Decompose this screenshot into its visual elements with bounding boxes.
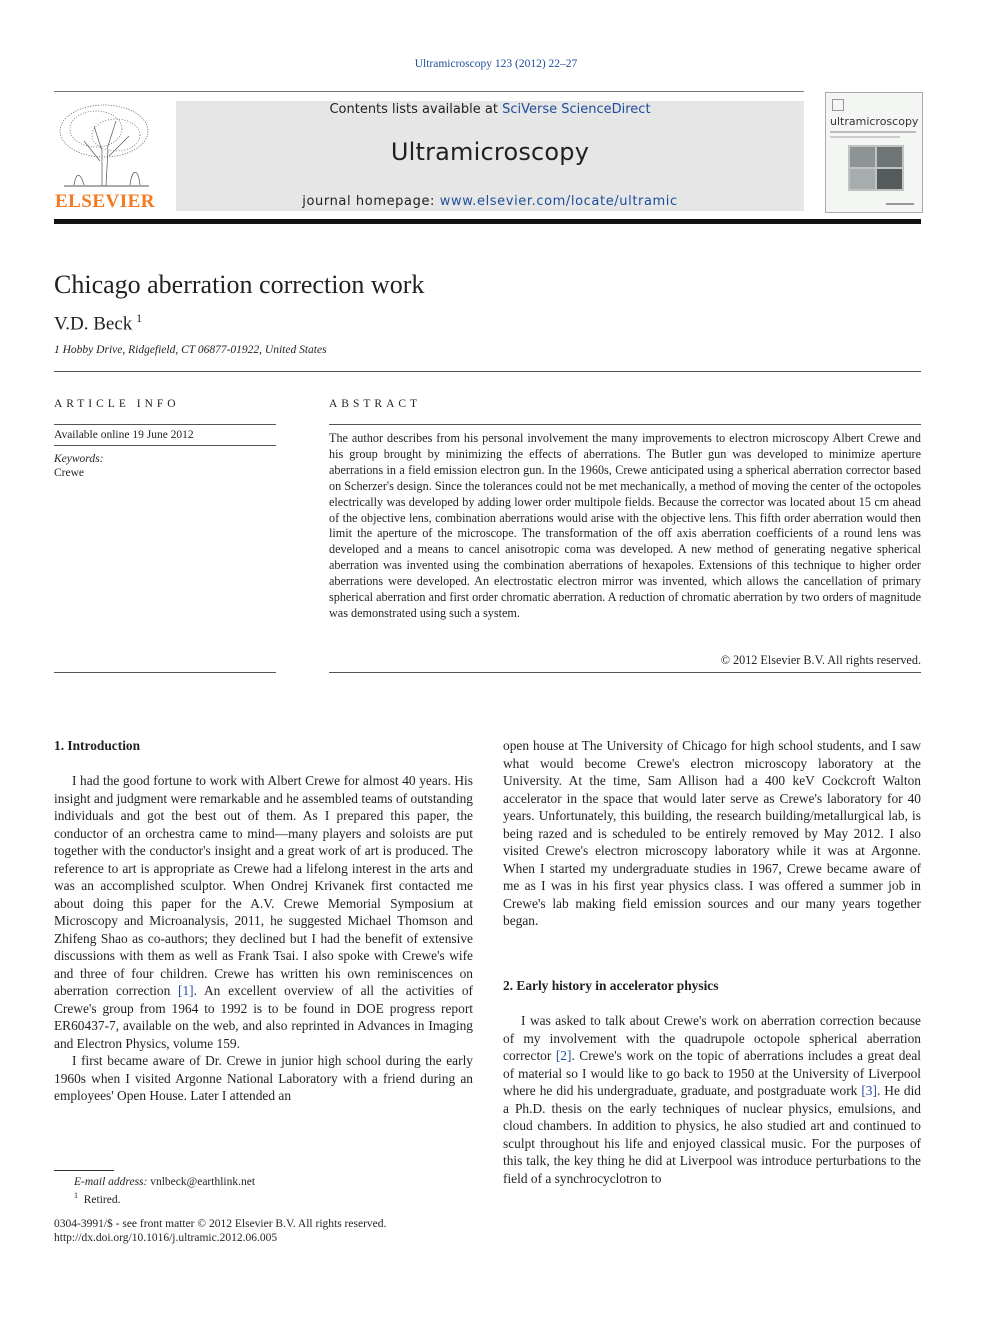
contents-line (176, 102, 804, 117)
paragraph: open house at The University of Chicago for high school students, and I saw what would become Crewe's electron microscopy laboratory at the University. At the time, Sam Allison had a 400 keV Cockcroft Walton accelerator in the space that would later serve as Crewe's laboratory for 40 years. Unfortunately, this building, the research building/metallurgical lab, is being razed and is scheduled to be entirely removed by May 2012. I also visited Crewe's electron microscopy laboratory while it was at Argonne. When I started my undergraduate studies in 1967, Crewe became aware of me as I was in his first year physics class. I was offered a summer job in Crewe's lab making field emission sources and our many years together began. (503, 738, 921, 928)
article-title: Chicago aberration correction work (54, 270, 425, 299)
paragraph: I had the good fortune to work with Albert Crewe for almost 40 years. His insight and judgment were remarkable and he assembled teams of outstanding individuals and got the best out of them. As I prepared this paper, the conductor of an orchestra came to mind—many players and soloists are put together with the conductor's insight and a great work of art is produced. The reference to art is appropriate as Crewe had a lifelong interest in the arts and was an accomplished sculptor. When Ondrej Krivanek first contacted me about doing this paper for the A.V. Crewe Memorial Symposium at Microscopy and Microanalysis, 2011, he suggested Michael Thomson and Zhifeng Shao as co-authors; they declined but I had the benefit of extensive discussions with them as well as Frank Tsai. I also spoke with Crewe's wife and three of four children. Crewe has written his own reminiscences on aberration correction [1]. An excellent overview of all the activities of Crewe's group from 1964 to 1992 is to be found in DOE progress report ER60437-7, available on the web, and also reprinted in Advances in Imaging and Electron Physics, volume 159. (54, 773, 473, 1051)
journal-reference-link[interactable]: Ultramicroscopy 123 (2012) 22–27 (414, 58, 578, 70)
article-info-bottom-rule (54, 672, 276, 673)
right-column-top (503, 737, 921, 930)
abstract-rule (329, 424, 921, 425)
abstract-heading: ABSTRACT (329, 398, 422, 410)
author-footnote-mark: 1 (136, 311, 143, 325)
footnote-text: Retired. (83, 1193, 121, 1206)
email-label: E-mail address: (74, 1176, 148, 1188)
keyword-item[interactable]: Crewe (54, 467, 85, 479)
elsevier-tree-icon (54, 101, 156, 189)
issn-line: 0304-3991/$ - see front matter © 2012 Elsevier B.V. All rights reserved. (54, 1218, 387, 1230)
email-address[interactable]: vnlbeck@earthlink.net (147, 1176, 256, 1188)
abstract-bottom-rule (329, 672, 921, 673)
citation-link-3[interactable]: [3] (861, 1083, 877, 1098)
article-info-rule (54, 424, 276, 425)
left-column (54, 772, 473, 1105)
title-block-rule (54, 371, 921, 372)
keywords-label: Keywords: (54, 453, 104, 465)
paragraph: I was asked to talk about Crewe's work on aberration correction because of my involvement with the quadrupole octopole spherical aberration corrector [2]. Crewe's work on the topic of aberrations includes a great deal of material so I would like to go back to 1950 at the University of Liverpool where he did his undergraduate, graduate, and postgraduate work [3]. He did a Ph.D. thesis on the early techniques of nuclear physics, emulsions, and cloud chambers. In addition to physics, he also studied art and continued to sculpt throughout his life and enjoyed classical music. For the purposes of this talk, the key thing he did at Liverpool was introduce perturbations to the field of a synchrocyclotron to (503, 1013, 922, 1186)
footnote-mark: 1 (74, 1191, 78, 1200)
journal-title: Ultramicroscopy (390, 138, 590, 166)
footnote-rule (54, 1170, 114, 1171)
homepage-line (176, 194, 804, 209)
author-line (54, 311, 142, 335)
author-name[interactable]: V.D. Beck (54, 313, 133, 335)
citation-link-1[interactable]: [1] (178, 983, 194, 998)
journal-cover-thumbnail[interactable] (825, 92, 923, 213)
cover-title: ultramicroscopy (830, 115, 919, 128)
cover-footer-line (886, 203, 914, 205)
cover-text-line (830, 136, 900, 138)
cover-text-line (830, 131, 916, 133)
header-top-rule (54, 91, 804, 92)
article-info-heading: ARTICLE INFO (54, 398, 180, 410)
section-2-heading: 2. Early history in accelerator physics (503, 978, 719, 993)
affiliation: 1 Hobby Drive, Ridgefield, CT 06877-01922, United States (54, 344, 327, 356)
article-info-rule-2 (54, 445, 276, 446)
homepage-link[interactable]: www.elsevier.com/locate/ultramic (439, 194, 678, 209)
citation-link-2[interactable]: [2] (555, 1048, 572, 1063)
contents-prefix: Contents lists available at (329, 102, 503, 117)
homepage-prefix: journal homepage: (302, 194, 440, 209)
email-footnote (74, 1175, 255, 1189)
sciencedirect-link[interactable]: SciVerse ScienceDirect (502, 102, 651, 117)
doi-link[interactable]: http://dx.doi.org/10.1016/j.ultramic.2012.06.005 (54, 1232, 278, 1244)
elsevier-wordmark: ELSEVIER (54, 191, 156, 212)
right-column-bottom (503, 1012, 921, 1187)
cover-logo-icon (832, 99, 844, 111)
header-thick-rule (54, 219, 921, 224)
section-1-heading: 1. Introduction (54, 738, 141, 753)
abstract-copyright: © 2012 Elsevier B.V. All rights reserved. (720, 653, 921, 667)
paragraph: I first became aware of Dr. Crewe in junior high school during the early 1960s when I visited Argonne National Laboratory with a friend during an employees' Open House. Later I attended an (54, 1053, 473, 1103)
cover-image (848, 145, 904, 191)
retired-footnote (74, 1189, 120, 1207)
abstract-text: The author describes from his personal involvement the many improvements to electron microscopy Albert Crewe and his group brought by minimizing the effects of aberrations. The Butler gun was developed to minimize aperture aberrations in a field emission electron gun. In the 1960s, Crewe anticipated using a spherical aberration corrector based on Scherzer's design. Since the tolerances could not be met mechanically, a method of moving the center of the octopoles electrically was developed by adding lower order multipole fields. Because the corrector was located about 15 cm ahead of the objective lens, combination aberrations would arise with the objective lens. This fifth order aberration would then limit the aperture of the microscope. The transformation of the off axis aberration coefficients of a round lens was developed and a means to cancel anisotropic coma was developed. A new method of generating negative spherical aberration was invented using the combination aberrations of hexapoles. Extensions of this technique to higher order aberrations were developed. An electrostatic electron mirror was invented, which allows the cancellation of primary spherical aberration and first order chromatic aberration. A reduction of chromatic aberration by two orders of magnitude was demonstrated using such a system. (329, 431, 921, 620)
available-online: Available online 19 June 2012 (54, 429, 194, 441)
